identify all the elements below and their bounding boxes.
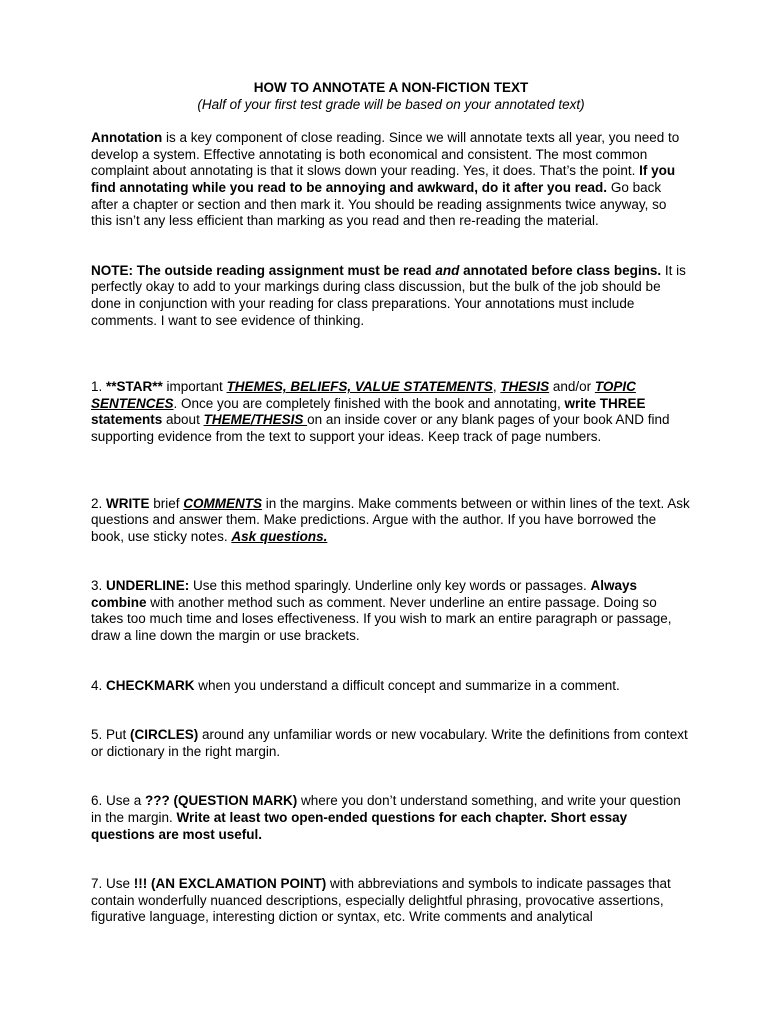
item-6-text: where you don’t understand something, and write your question in the margin.	[91, 793, 681, 826]
note-text: It is perfectly okay to add to your markings during class discussion, but the bulk of the job should be done in conjunction with your reading for class preparations. Your annotations must include comments. I want to see evidence of thinking.	[91, 262, 686, 328]
item-1-text: . Once you are completely finished with the book and annotating,	[173, 395, 565, 411]
item-6-bold-1: ??? (QUESTION MARK)	[145, 793, 298, 809]
item-1	[91, 379, 691, 445]
item-3-text: Use this method sparingly. Underline only key words or passages.	[189, 578, 591, 594]
intro-text-1: is a key component of close reading. Since we will annotate texts all year, you need to develop a system. Effective annotating is both economical and consistent. The most common complaint about annotating is that it slows down your reading. Yes, it does. That’s the point.	[91, 130, 680, 179]
item-7-bold: !!! (AN EXCLAMATION POINT)	[133, 876, 327, 892]
item-5	[91, 727, 691, 760]
item-2-text: in the margins. Make comments between or within lines of the text. Ask questions and answer them. Make predictions. Argue with the author. If you have borrowed the book, use sticky notes.	[91, 495, 690, 544]
item-1-star: **STAR**	[106, 379, 163, 395]
item-1-text: ,	[492, 379, 501, 395]
item-1-bold: write THREE statements	[91, 395, 646, 428]
note-bold-1: NOTE: The outside reading assignment must be read	[91, 262, 436, 278]
item-6-bold-2: Write at least two open-ended questions for each chapter. Short essay questions are most useful.	[91, 810, 628, 842]
item-4-bold: CHECKMARK	[106, 677, 195, 693]
item-1-text: about	[162, 412, 204, 428]
item-3-bold-1: UNDERLINE:	[106, 578, 190, 594]
item-6-number: 6. Use a	[91, 793, 146, 809]
item-5-bold: (CIRCLES)	[130, 727, 199, 743]
item-3-bold-2: Always combine	[91, 578, 637, 610]
item-1-underline-thesis: THESIS	[500, 379, 550, 395]
item-6	[91, 793, 691, 843]
intro-text-2: Go back after a chapter or section and then mark it. You should be reading assignments twice anyway, so this isn’t any less efficient than marking as you read and then re-reading the material.	[91, 179, 667, 229]
item-7	[91, 876, 691, 926]
item-2-text: brief	[149, 495, 184, 511]
page-title: HOW TO ANNOTATE A NON-FICTION TEXT	[253, 80, 529, 95]
item-5-text: around any unfamiliar words or new vocabulary. Write the definitions from context or dictionary in the right margin.	[91, 727, 688, 759]
intro-paragraph	[91, 130, 691, 230]
item-5-number: 5. Put	[91, 727, 131, 743]
item-2-underline-ask: Ask questions.	[231, 528, 328, 544]
page-subtitle: (Half of your first test grade will be based on your annotated text)	[197, 96, 585, 112]
item-3-number: 3.	[91, 578, 107, 594]
note-bold-2: annotated before class begins.	[459, 262, 662, 278]
item-1-text: on an inside cover or any blank pages of your book AND find supporting evidence from the text to support your ideas. Keep track of page numbers.	[91, 412, 670, 444]
item-7-text: with abbreviations and symbols to indicate passages that contain wonderfully nuanced descriptions, especially delightful phrasing, provocative assertions, figurative language, interesting diction or syntax, etc. Write comments and analytical	[91, 876, 671, 925]
item-2-bold: WRITE	[106, 495, 150, 511]
item-4-number: 4.	[91, 677, 107, 693]
note-and: and	[435, 262, 460, 278]
document-body	[91, 80, 691, 926]
item-1-text: important	[162, 379, 227, 395]
item-1-underline-theme-thesis: THEME/THESIS	[203, 412, 308, 428]
item-1-underline-topic: TOPIC SENTENCES	[91, 379, 636, 411]
item-2-underline-comments: COMMENTS	[183, 495, 263, 511]
item-1-number: 1.	[91, 379, 107, 395]
item-1-text: and/or	[549, 379, 595, 395]
item-4-text: when you understand a difficult concept and summarize in a comment.	[194, 677, 620, 693]
intro-term: Annotation	[91, 130, 163, 146]
item-3	[91, 578, 691, 644]
item-2-number: 2.	[91, 495, 107, 511]
note-paragraph	[91, 263, 691, 329]
item-1-underline-themes: THEMES, BELIEFS, VALUE STATEMENTS	[226, 379, 493, 395]
item-2	[91, 496, 691, 546]
item-4	[91, 678, 691, 695]
intro-bold: If you find annotating while you read to be annoying and awkward, do it after you read.	[91, 163, 676, 195]
item-3-text: with another method such as comment. Never underline an entire passage. Doing so takes too much time and loses effectiveness. If you wish to mark an entire paragraph or passage, draw a line down the margin or use brackets.	[91, 594, 672, 644]
item-7-number: 7. Use	[91, 876, 134, 892]
